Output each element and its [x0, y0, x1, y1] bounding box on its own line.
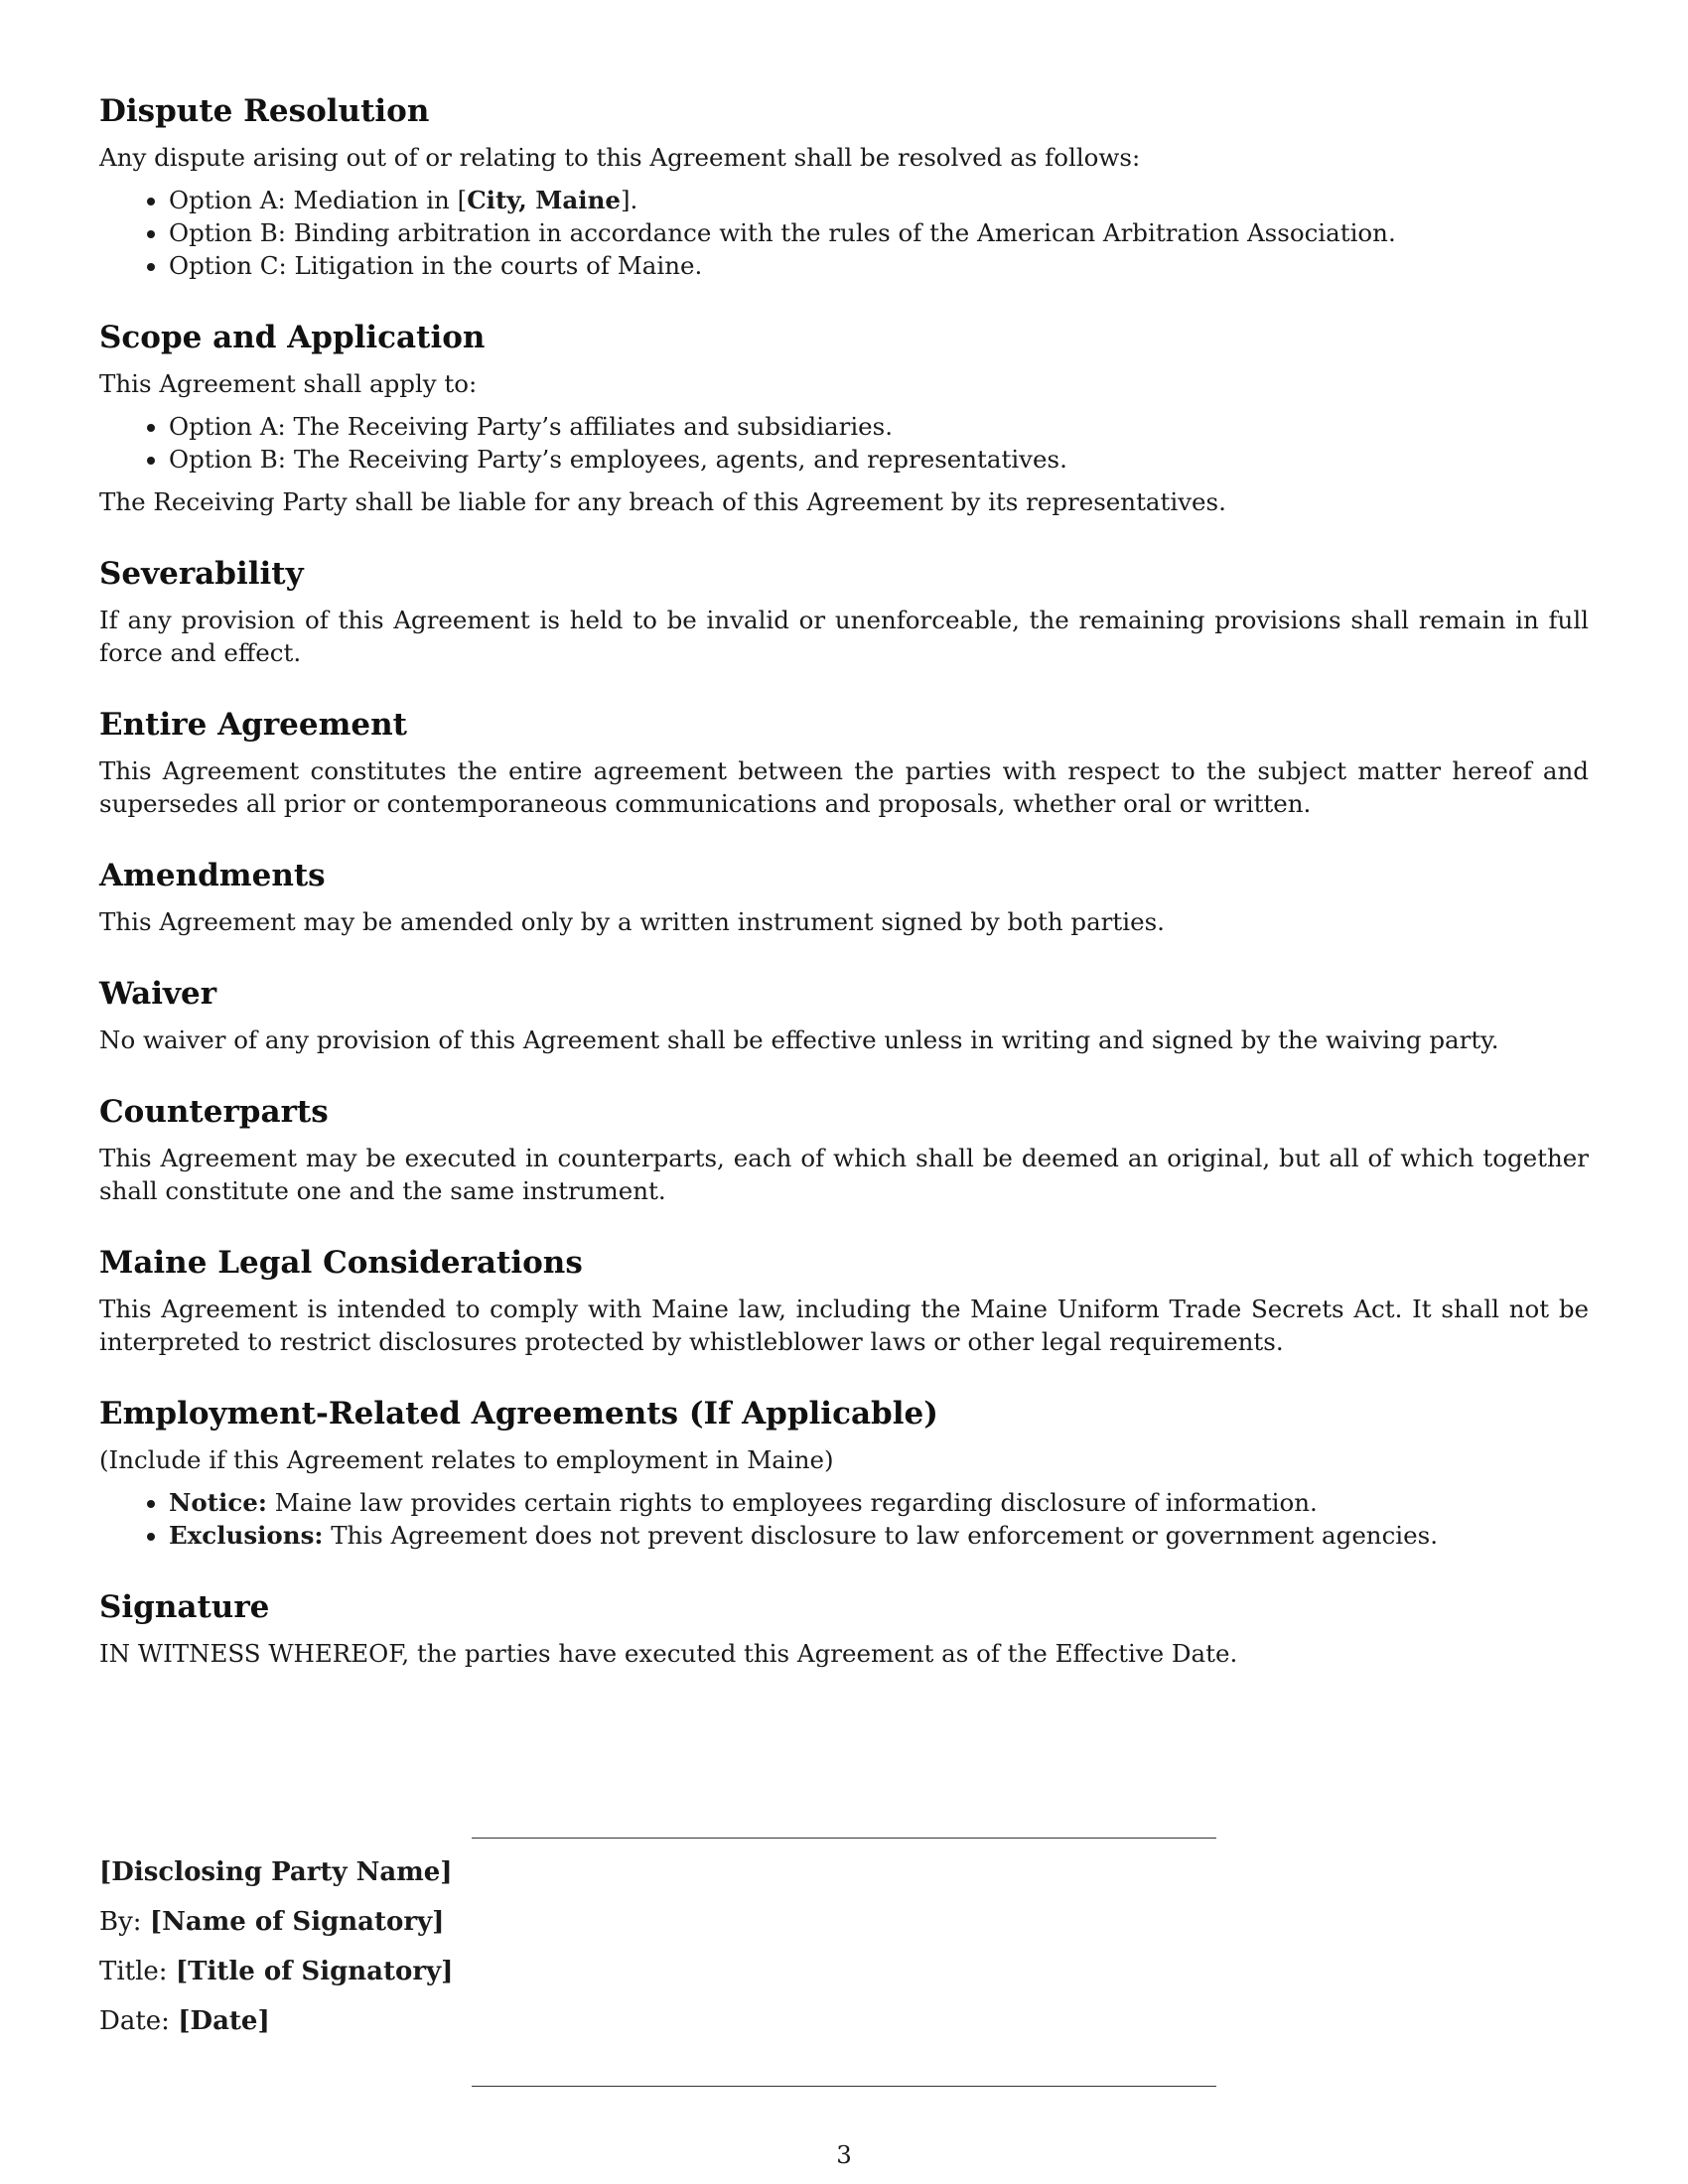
section-waiver [99, 974, 1589, 1056]
notice-text: Maine law provides certain rights to employees regarding disclosure of information. [266, 1488, 1318, 1517]
counterparts-body: This Agreement may be executed in counterparts, each of which shall be deemed an original, but all of which together shall constitute one and the same instrument. [99, 1144, 1589, 1205]
by-value: [Name of Signatory] [149, 1907, 445, 1937]
section-employment [99, 1394, 1589, 1552]
dispute-options-list [99, 184, 1589, 282]
heading-employment: Employment-Related Agreements (If Applicable) [99, 1396, 938, 1432]
heading-dispute-resolution: Dispute Resolution [99, 93, 430, 129]
option-a-suffix: ]. [620, 186, 638, 214]
entire-agreement-body: This Agreement constitutes the entire agreement between the parties with respect to the subject matter hereof and supersedes all prior or contemporaneous communications and proposals, whether oral or written. [99, 756, 1589, 818]
severability-body: If any provision of this Agreement is held to be invalid or unenforceable, the remaining provisions shall remain in full force and effect. [99, 606, 1589, 667]
signature-block [99, 1855, 453, 2054]
notice-label: Notice: [169, 1488, 267, 1517]
scope-liability: The Receiving Party shall be liable for any breach of this Agreement by its representatives. [99, 487, 1226, 516]
section-entire-agreement [99, 705, 1589, 820]
dispute-option-c: • Option C: Litigation in the courts of Maine. [169, 249, 1589, 282]
heading-severability: Severability [99, 556, 304, 592]
amendments-body: This Agreement may be amended only by a written instrument signed by both parties. [99, 907, 1165, 936]
employment-list [99, 1486, 1589, 1552]
employment-intro: (Include if this Agreement relates to employment in Maine) [99, 1445, 834, 1474]
heading-maine-legal: Maine Legal Considerations [99, 1245, 583, 1281]
scope-option-b: • Option B: The Receiving Party’s employees, agents, and representatives. [169, 443, 1589, 476]
section-counterparts [99, 1092, 1589, 1207]
exclusions-label: Exclusions: [169, 1521, 324, 1550]
section-maine-legal [99, 1243, 1589, 1358]
heading-scope: Scope and Application [99, 320, 486, 355]
city-placeholder: City, Maine [467, 186, 621, 214]
exclusions-text: This Agreement does not prevent disclosure to law enforcement or government agencies. [323, 1521, 1439, 1550]
dispute-intro: Any dispute arising out of or relating to this Agreement shall be resolved as follows: [99, 143, 1141, 172]
signature-witness: IN WITNESS WHEREOF, the parties have executed this Agreement as of the Effective Date. [99, 1639, 1238, 1668]
heading-amendments: Amendments [99, 858, 326, 893]
scope-options-list [99, 410, 1589, 476]
dispute-option-b: • Option B: Binding arbitration in accordance with the rules of the American Arbitration Association. [169, 216, 1589, 249]
disclosing-party-name [99, 1855, 453, 1889]
scope-option-a: • Option A: The Receiving Party’s affiliates and subsidiaries. [169, 410, 1589, 443]
signatory-title-line [99, 1955, 453, 1988]
heading-signature: Signature [99, 1589, 270, 1625]
section-severability [99, 554, 1589, 669]
party-name-value: [Disclosing Party Name] [99, 1857, 453, 1887]
signature-date-line [99, 2004, 453, 2038]
page-number: 3 [836, 2140, 852, 2169]
signature-line-top [472, 1838, 1216, 1839]
by-label: By: [99, 1907, 150, 1937]
title-value: [Title of Signatory] [175, 1957, 454, 1986]
section-dispute-resolution [99, 91, 1589, 282]
date-label: Date: [99, 2006, 179, 2036]
date-value: [Date] [178, 2006, 270, 2036]
signatory-name-line [99, 1905, 453, 1939]
section-signature [99, 1587, 1589, 1670]
employment-notice [169, 1486, 1589, 1519]
scope-intro: This Agreement shall apply to: [99, 369, 478, 398]
section-amendments [99, 856, 1589, 938]
heading-waiver: Waiver [99, 976, 217, 1012]
signature-line-bottom [472, 2086, 1216, 2087]
dispute-option-a [169, 184, 1589, 216]
option-a-text: Option A: Mediation in [ [169, 186, 468, 214]
waiver-body: No waiver of any provision of this Agreement shall be effective unless in writing and signed by the waiving party. [99, 1025, 1499, 1054]
heading-entire-agreement: Entire Agreement [99, 707, 407, 743]
document-body [99, 91, 1589, 1706]
title-label: Title: [99, 1957, 176, 1986]
section-scope [99, 318, 1589, 518]
employment-exclusions [169, 1519, 1589, 1552]
heading-counterparts: Counterparts [99, 1094, 329, 1130]
maine-legal-body: This Agreement is intended to comply with Maine law, including the Maine Uniform Trade Secrets Act. It shall not be interpreted to restrict disclosures protected by whistleblower laws or other legal requirements. [99, 1295, 1589, 1356]
